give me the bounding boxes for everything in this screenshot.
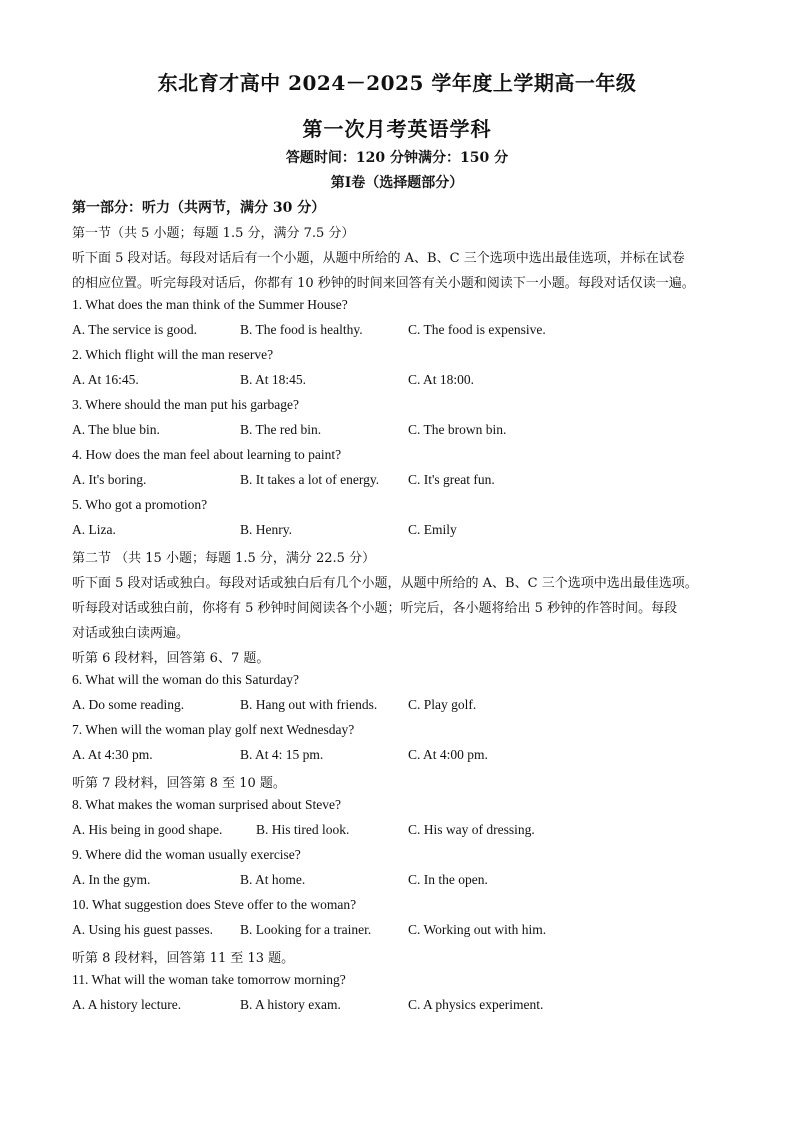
option-b: B. At home. — [240, 872, 306, 887]
option-a: A. A history lecture. — [72, 997, 182, 1012]
option-b: B. Henry. — [240, 522, 292, 537]
section2-heading: 第二节 （共 15 小题；每题 1.5 分，满分 22.5 分） — [72, 551, 376, 566]
option-c: C. A physics experiment. — [408, 997, 544, 1012]
question-text: 9. Where did the woman usually exercise? — [72, 847, 301, 862]
question-text: 2. Which flight will the man reserve? — [72, 347, 274, 362]
option-c: C. His way of dressing. — [408, 822, 535, 837]
material-heading: 听第 6 段材料，回答第 6、7 题。 — [72, 651, 270, 666]
option-c: C. The brown bin. — [408, 422, 507, 437]
material-heading: 听第 8 段材料，回答第 11 至 13 题。 — [72, 951, 295, 966]
option-a: A. Liza. — [72, 522, 116, 537]
option-c: C. In the open. — [408, 872, 488, 887]
question-text: 1. What does the man think of the Summer House? — [72, 297, 348, 312]
option-a: A. Do some reading. — [72, 697, 185, 712]
option-c: C. Working out with him. — [408, 922, 547, 937]
section1-instruction-line: 听下面 5 段对话。每段对话后有一个小题，从题中所给的 A、B、C 三个选项中选出最佳选项，并标在试卷 — [72, 251, 685, 266]
option-b: B. The red bin. — [240, 422, 322, 437]
question-text: 11. What will the woman take tomorrow morning? — [72, 972, 346, 987]
part1-heading: 第一部分：听力（共两节，满分 30 分） — [72, 200, 326, 216]
option-b: B. His tired look. — [256, 822, 350, 837]
option-c: C. It's great fun. — [408, 472, 495, 487]
option-c: C. The food is expensive. — [408, 322, 546, 337]
option-b: B. Hang out with friends. — [240, 697, 378, 712]
question-text: 6. What will the woman do this Saturday? — [72, 672, 299, 687]
option-a: A. At 16:45. — [72, 372, 139, 387]
section1-heading: 第一节（共 5 小题；每题 1.5 分，满分 7.5 分） — [72, 226, 355, 241]
section2-instruction-line: 对话或独白读两遍。 — [72, 626, 190, 641]
option-a: A. The blue bin. — [72, 422, 160, 437]
question-text: 8. What makes the woman surprised about Steve? — [72, 797, 341, 812]
option-c: C. Emily — [408, 522, 457, 537]
exam-info: 答题时间：120 分钟满分：150 分 — [285, 150, 509, 166]
question-text: 10. What suggestion does Steve offer to the woman? — [72, 897, 357, 912]
section1-instruction-line: 的相应位置。听完每段对话后，你都有 10 秒钟的时间来回答有关小题和阅读下一小题。每段对话仅读一遍。 — [72, 276, 695, 291]
material-heading: 听第 7 段材料，回答第 8 至 10 题。 — [72, 776, 286, 791]
option-b: B. The food is healthy. — [240, 322, 363, 337]
question-text: 5. Who got a promotion? — [72, 497, 208, 512]
option-b: B. At 4: 15 pm. — [240, 747, 324, 762]
option-a: A. His being in good shape. — [72, 822, 223, 837]
option-c: C. At 4:00 pm. — [408, 747, 488, 762]
option-b: B. A history exam. — [240, 997, 341, 1012]
exam-subject-title: 第一次月考英语学科 — [302, 117, 492, 141]
volume-heading: 第Ⅰ卷（选择题部分） — [330, 175, 464, 191]
option-b: B. It takes a lot of energy. — [240, 472, 380, 487]
exam-title: 东北育才高中 2024－2025 学年度上学期高一年级 — [157, 71, 637, 95]
section2-instruction-line: 听下面 5 段对话或独白。每段对话或独白后有几个小题，从题中所给的 A、B、C 三个选项中选出最佳选项。 — [72, 576, 698, 591]
option-a: A. In the gym. — [72, 872, 151, 887]
section2-instruction-line: 听每段对话或独白前，你将有 5 秒钟时间阅读各个小题；听完后，各小题将给出 5 秒钟的作答时间。每段 — [72, 601, 678, 616]
question-text: 4. How does the man feel about learning to paint? — [72, 447, 342, 462]
option-a: A. The service is good. — [72, 322, 197, 337]
option-b: B. At 18:45. — [240, 372, 307, 387]
option-a: A. At 4:30 pm. — [72, 747, 153, 762]
option-b: B. Looking for a trainer. — [240, 922, 372, 937]
option-c: C. At 18:00. — [408, 372, 475, 387]
option-c: C. Play golf. — [408, 697, 477, 712]
option-a: A. Using his guest passes. — [72, 922, 213, 937]
question-text: 3. Where should the man put his garbage? — [72, 397, 299, 412]
option-a: A. It's boring. — [72, 472, 147, 487]
question-text: 7. When will the woman play golf next Wednesday? — [72, 722, 355, 737]
